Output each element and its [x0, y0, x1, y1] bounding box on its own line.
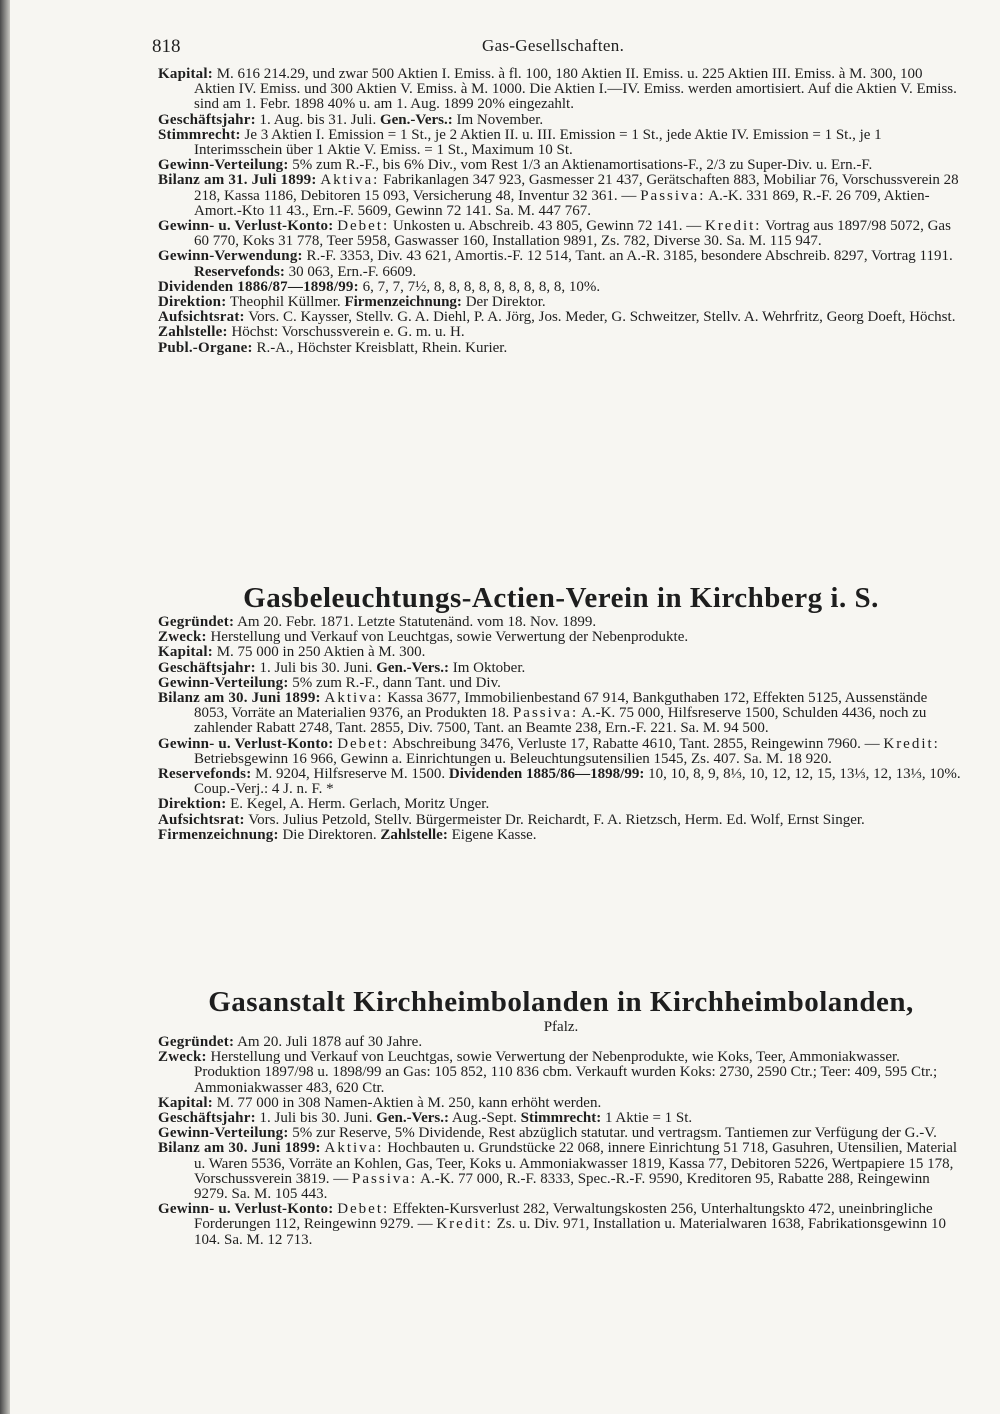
company-subtitle: Pfalz.: [543, 1019, 579, 1035]
entry-label: Reservefonds:: [158, 766, 252, 783]
entry: [158, 173, 964, 219]
entry-label: Aufsichtsrat:: [158, 811, 245, 828]
entry-text: A.-K. 77 000, R.-F. 8333, Spec.-R.-F. 9590, Kreditoren 95, Rabatte 288, Reingewinn 9279. Sa. M. 105 443.: [194, 1170, 930, 1203]
spaced-heading: Kredit:: [704, 218, 762, 235]
spaced-heading: Debet:: [337, 735, 390, 752]
entry-text: Vors. C. Kaysser, Stellv. G. A. Diehl, P. A. Jörg, Jos. Meder, G. Schweitzer, Stellv. A. Wehrfritz, Georg Doeft, Höchst.: [244, 309, 956, 326]
entry-text: Die Direktoren.: [278, 826, 381, 843]
entry: [158, 219, 964, 249]
entries: [158, 615, 964, 843]
entry-text: E. Kegel, A. Herm. Gerlach, Moritz Unger.: [226, 796, 490, 813]
entry: [158, 630, 964, 645]
entry-label: Geschäftsjahr:: [158, 1110, 256, 1127]
entry-text: Kassa 3677, Immobilienbestand 67 914, Bankguthaben 172, Effekten 5125, Aussenstände 8053, Vorräte an Materialien 9376, an Produkten 18.: [194, 690, 928, 722]
page-number: 818: [152, 36, 181, 57]
spaced-heading: Kredit:: [436, 1216, 493, 1233]
entry-label: Gewinn- u. Verlust-Konto:: [158, 735, 334, 752]
section-kirchberg: [158, 581, 964, 843]
entry-text: 10, 10, 8, 9, 8⅓, 10, 12, 12, 15, 13⅓, 12, 13⅓, 10%. Coup.-Verj.: 4 J. n. F. *: [194, 766, 961, 798]
spaced-heading: Kredit:: [883, 735, 940, 752]
entry-text: Der Direktor.: [461, 294, 546, 311]
entry: [158, 128, 964, 158]
entry-label: Bilanz am 30. Juni 1899:: [158, 1140, 321, 1157]
entries: [158, 67, 964, 356]
entry-text: Im Oktober.: [449, 659, 526, 676]
entry-label: Bilanz am 30. Juni 1899:: [158, 690, 321, 707]
spaced-heading: Passiva:: [640, 187, 706, 204]
entry-label: Zweck:: [158, 629, 207, 646]
entry-label: Dividenden 1886/87—1898/99:: [158, 278, 359, 295]
entry-label: Zahlstelle:: [158, 324, 228, 341]
running-title: Gas-Gesellschaften.: [482, 36, 625, 55]
entry-label: Kapital:: [158, 66, 213, 82]
spaced-heading: Debet:: [337, 1201, 390, 1218]
entry-text: Am 20. Juli 1878 auf 30 Jahre.: [234, 1034, 423, 1050]
entry-text: Betriebsgewinn 16 966, Gewinn a. Einrichtungen u. Beleuchtungsutensilien 1545, Zs. 407. Sa. M. 18 920.: [194, 750, 832, 767]
entry-label: Direktion:: [158, 294, 227, 311]
entry-text: Vortrag aus 1897/98 5072, Gas 60 770, Koks 31 778, Teer 5958, Gaswasser 160, Installation 9891, Zs. 782, Diverse 30. Sa. M. 115 947.: [194, 218, 951, 250]
entry-text: 5% zur Reserve, 5% Dividende, Rest abzüglich statutar. und vertragsm. Tantiemen zur Verfügung der G.-V.: [288, 1125, 937, 1142]
entry-text: Eigene Kasse.: [447, 826, 537, 843]
entry-text: Hochbauten u. Grundstücke 22 068, innere Einrichtung 51 718, Gasuhren, Utensilien, Material u. Waren 5536, Vorräte an Kohlen, Gas, Teer, Koks u. Ammoniakwasser 1819, Kassa 77, Debitoren 5226, Wertpapiere 15 178, Vorschussverein 3819. —: [194, 1140, 958, 1187]
inline-label: Reservefonds:: [194, 263, 285, 280]
entry: [158, 691, 964, 737]
entry: [158, 813, 964, 828]
entry-text: Herstellung und Verkauf von Leuchtgas, sowie Verwertung der Nebenprodukte.: [206, 629, 689, 646]
entry-label: Direktion:: [158, 796, 227, 813]
entry: [158, 280, 964, 295]
spaced-heading: Passiva:: [352, 1170, 418, 1187]
entry: [158, 158, 964, 173]
entry: [158, 645, 964, 660]
entry-label: Stimmrecht:: [158, 126, 241, 143]
scan-edge-shadow: [0, 0, 10, 1414]
entry-text: Aug.-Sept.: [449, 1110, 521, 1127]
entry: [158, 828, 964, 843]
entry-text: A.-K. 331 869, R.-F. 26 709, Aktien-Amort.-Kto 11 43., Ern.-F. 5609, Gewinn 72 141. Sa. M. 447 767.: [194, 187, 930, 219]
entry-label: Gegründet:: [158, 1034, 235, 1050]
entry-label: Gewinn-Verteilung:: [158, 674, 289, 691]
section-1: [158, 67, 964, 356]
entry-text: 1. Aug. bis 31. Juli.: [255, 111, 380, 128]
entry-label: Geschäftsjahr:: [158, 111, 256, 128]
inline-label: Gen.-Vers.:: [376, 659, 449, 676]
inline-label: Zahlstelle:: [380, 826, 448, 843]
entry: [158, 797, 964, 812]
entry-text: Am 20. Febr. 1871. Letzte Statutenänd. vom 18. Nov. 1899.: [234, 614, 597, 630]
inline-label: Gen.-Vers.:: [379, 111, 453, 128]
entry-text: M. 9204, Hilfsreserve M. 1500.: [251, 766, 449, 783]
entry-text: Abschreibung 3476, Verluste 17, Rabatte 4610, Tant. 2855, Reingewinn 7960. —: [389, 735, 884, 752]
inline-label: Dividenden 1885/86—1898/99:: [448, 766, 645, 783]
entry-label: Aufsichtsrat:: [158, 309, 245, 326]
spaced-heading: Passiva:: [512, 705, 579, 722]
entry-text: Theophil Küllmer.: [226, 294, 345, 311]
entry-text: 1 Aktie = 1 St.: [601, 1110, 693, 1127]
spaced-heading: Aktiva:: [324, 1140, 384, 1157]
entry: [158, 249, 964, 279]
entry: [158, 295, 964, 310]
entry-text: M. 616 214.29, und zwar 500 Aktien I. Emiss. à fl. 100, 180 Aktien II. Emiss. u. 225 Aktien III. Emiss. à M. 300, 100 Aktien IV. Emiss. und 300 Aktien V. Emiss. à M. 1000. Die Aktien I.—IV. Emiss. werden amortisiert. Auf die Aktien V. Emiss. sind am 1. Febr. 1898 40% u. am 1. Aug. 1899 20% eingezahlt.: [194, 66, 957, 113]
inline-label: Firmenzeichnung:: [344, 294, 462, 311]
entry-label: Zweck:: [158, 1049, 207, 1066]
entry: [158, 1050, 964, 1096]
entry-label: Publ.-Organe:: [158, 339, 253, 356]
entry-text: Herstellung und Verkauf von Leuchtgas, sowie Verwertung der Nebenprodukte, wie Koks, Teer, Ammoniakwasser. Produktion 1897/98 u. 1898/99 an Gas: 105 852, 110 836 cbm. Verkauft wurden Koks: 2730, 2590 Ctr.; Teer: 409, 595 Ctr.; Ammoniakwasser 483, 620 Ctr.: [194, 1049, 938, 1096]
inline-label: Gen.-Vers.:: [376, 1110, 449, 1127]
entry-text: 1. Juli bis 30. Juni.: [255, 1110, 377, 1127]
entry: [158, 1096, 964, 1111]
company-title: Gasbeleuchtungs-Actien-Verein in Kirchberg i. S.: [243, 582, 879, 614]
entry-text: Zs. u. Div. 971, Installation u. Materialwaren 1638, Fabrikationsgewinn 10 104. Sa. M. 12 713.: [194, 1216, 946, 1248]
entry: [158, 1126, 964, 1141]
entry-text: Höchst: Vorschussverein e. G. m. u. H.: [227, 324, 465, 341]
entries: [158, 1035, 964, 1248]
entry-text: M. 77 000 in 308 Namen-Aktien à M. 250, kann erhöht werden.: [212, 1094, 602, 1111]
entry: [158, 1035, 964, 1050]
entry-text: Fabrikanlagen 347 923, Gasmesser 21 437, Gerätschaften 883, Mobiliar 76, Vorschussverein 28 218, Kassa 1186, Debitoren 15 093, Versicherung 48, Inventur 32 361. —: [194, 172, 959, 204]
entry-text: 5% zum R.-F., bis 6% Div., vom Rest 1/3 an Aktienamortisations-F., 2/3 zu Super-Div. u. Ern.-F.: [288, 157, 873, 174]
entry-label: Gewinn- u. Verlust-Konto:: [158, 1201, 334, 1218]
spaced-heading: Debet:: [337, 218, 390, 235]
entry-text: 30 063, Ern.-F. 6609.: [284, 263, 417, 280]
entry-text: 6, 7, 7, 7½, 8, 8, 8, 8, 8, 8, 8, 8, 8, 10%.: [358, 278, 601, 295]
entry: [158, 676, 964, 691]
entry: [158, 310, 964, 325]
page-header: [152, 36, 972, 62]
entry-text: R.-A., Höchster Kreisblatt, Rhein. Kurier.: [252, 339, 508, 356]
entry-text: Vors. Julius Petzold, Stellv. Bürgermeister Dr. Reichardt, F. A. Rietzsch, Herm. Ed. Wolf, Ernst Singer.: [244, 811, 865, 828]
entry-text: Effekten-Kursverlust 282, Verwaltungskosten 256, Unterhaltungskto 472, uneinbringliche Forderungen 112, Reingewinn 9279. —: [194, 1201, 933, 1233]
entry: [158, 767, 964, 797]
entry-label: Bilanz am 31. Juli 1899:: [158, 172, 317, 189]
entry-text: R.-F. 3353, Div. 43 621, Amortis.-F. 12 514, Tant. an A.-R. 3185, besondere Abschreib. 8297, Vortrag 1191.: [302, 248, 953, 265]
spaced-heading: Aktiva:: [320, 172, 380, 189]
entry: [158, 67, 964, 113]
entry: [158, 113, 964, 128]
entry: [158, 1141, 964, 1202]
inline-label: Stimmrecht:: [520, 1110, 602, 1127]
entry-text: 1. Juli bis 30. Juni.: [255, 659, 377, 676]
entry-label: Kapital:: [158, 1094, 213, 1111]
entry-text: Im November.: [452, 111, 544, 128]
entry: [158, 341, 964, 356]
entry: [158, 737, 964, 767]
entry-label: Geschäftsjahr:: [158, 659, 256, 676]
entry-label: Gewinn-Verteilung:: [158, 157, 289, 174]
spaced-heading: Aktiva:: [324, 690, 384, 707]
entry: [158, 325, 964, 340]
entry-text: A.-K. 75 000, Hilfsreserve 1500, Schulden 4436, noch zu zahlender Rabatt 2748, Tant. 2855, Div. 7500, Tant. an Beamte 238, Ern.-F. 221. Sa. M. 94 500.: [194, 705, 927, 737]
company-title: Gasanstalt Kirchheimbolanden in Kirchheimbolanden,: [208, 986, 914, 1018]
entry-label: Gewinn- u. Verlust-Konto:: [158, 218, 334, 235]
entry-label: Gegründet:: [158, 614, 235, 630]
entry-text: Je 3 Aktien I. Emission = 1 St., je 2 Aktien II. u. III. Emission = 1 St., jede Aktie IV. Emission = 1 St., je 1 Interimsschein über 1 Aktie V. Emiss. = 1 St., Maximum 10 St.: [194, 126, 882, 159]
entry-label: Kapital:: [158, 644, 213, 661]
entry: [158, 1202, 964, 1248]
entry: [158, 661, 964, 676]
section-kirchheimbolanden: [158, 985, 964, 1248]
entry-text: 5% zum R.-F., dann Tant. und Div.: [288, 674, 501, 691]
entry-text: M. 75 000 in 250 Aktien à M. 300.: [212, 644, 426, 661]
entry-label: Firmenzeichnung:: [158, 826, 279, 843]
entry-text: Unkosten u. Abschreib. 43 805, Gewinn 72 141. —: [389, 218, 705, 235]
entry: [158, 1111, 964, 1126]
entry-label: Gewinn-Verwendung:: [158, 248, 303, 265]
entry-label: Gewinn-Verteilung:: [158, 1125, 289, 1142]
entry: [158, 615, 964, 630]
